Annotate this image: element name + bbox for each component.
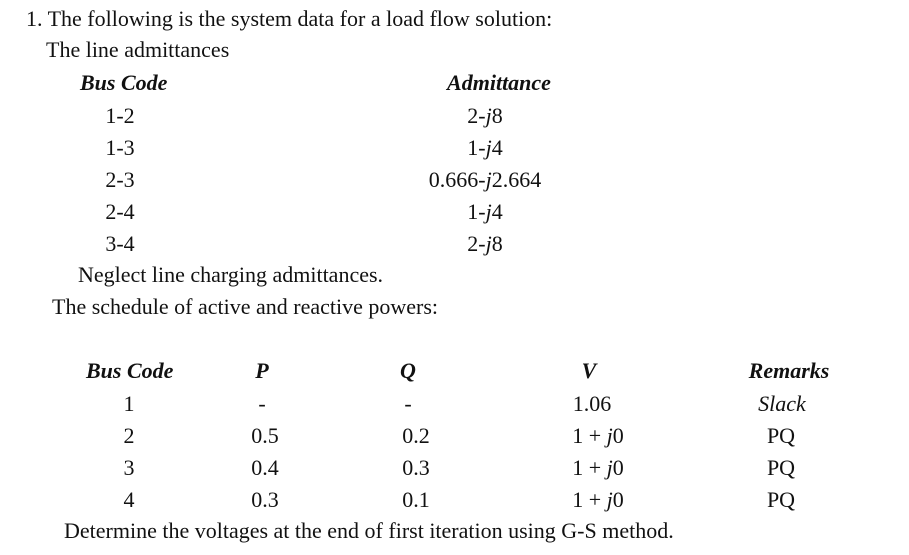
schedule-row-q: 0.3: [402, 455, 430, 480]
admittance-row-value: 2-j8: [467, 231, 503, 256]
admittance-row-bus-code: 1-3: [105, 135, 135, 160]
schedule-header-p: P: [255, 358, 269, 383]
schedule-row-remarks: PQ: [766, 455, 796, 480]
schedule-label: The schedule of active and reactive powers:: [52, 294, 439, 319]
schedule-row-v: 1 + j0: [572, 455, 624, 480]
admittance-row-value: 1-j4: [467, 135, 503, 160]
schedule-row-p: 0.3: [251, 487, 279, 512]
schedule-row-p: 0.5: [251, 423, 279, 448]
schedule-row-remarks: PQ: [766, 423, 796, 448]
schedule-header-q: Q: [400, 358, 416, 383]
schedule-header-bus-code: Bus Code: [86, 358, 174, 383]
schedule-row-p: 0.4: [251, 455, 279, 480]
question-heading: 1. The following is the system data for a load flow solution:: [26, 6, 553, 31]
admittance-header-bus-code: Bus Code: [80, 70, 168, 95]
schedule-row-q: 0.1: [402, 487, 430, 512]
schedule-row-q: 0.2: [402, 423, 430, 448]
admittance-row-value: 1-j4: [467, 199, 503, 224]
schedule-row-bus-code: 4: [123, 487, 135, 512]
admittance-row-value: 0.666-j2.664: [428, 167, 542, 192]
task-instruction: Determine the voltages at the end of first iteration using G-S method.: [64, 518, 674, 543]
admittance-header-admittance: Admittance: [447, 70, 551, 95]
admittance-row-bus-code: 2-3: [105, 167, 135, 192]
schedule-row-remarks: Slack: [758, 391, 806, 416]
line-admittances-label: The line admittances: [46, 37, 230, 62]
schedule-row-bus-code: 2: [123, 423, 135, 448]
admittance-row-bus-code: 1-2: [105, 103, 135, 128]
admittance-row-bus-code: 3-4: [105, 231, 135, 256]
schedule-header-v: V: [581, 358, 597, 383]
schedule-row-bus-code: 3: [123, 455, 135, 480]
schedule-header-remarks: Remarks: [748, 358, 830, 383]
schedule-row-q: -: [404, 391, 412, 416]
neglect-note: Neglect line charging admittances.: [78, 262, 384, 287]
schedule-row-v: 1 + j0: [572, 423, 624, 448]
admittance-row-value: 2-j8: [467, 103, 503, 128]
schedule-row-remarks: PQ: [766, 487, 796, 512]
admittance-row-bus-code: 2-4: [105, 199, 135, 224]
schedule-row-p: -: [258, 391, 266, 416]
schedule-row-v: 1 + j0: [572, 487, 624, 512]
schedule-row-v: 1.06: [572, 391, 612, 416]
schedule-row-bus-code: 1: [123, 391, 135, 416]
